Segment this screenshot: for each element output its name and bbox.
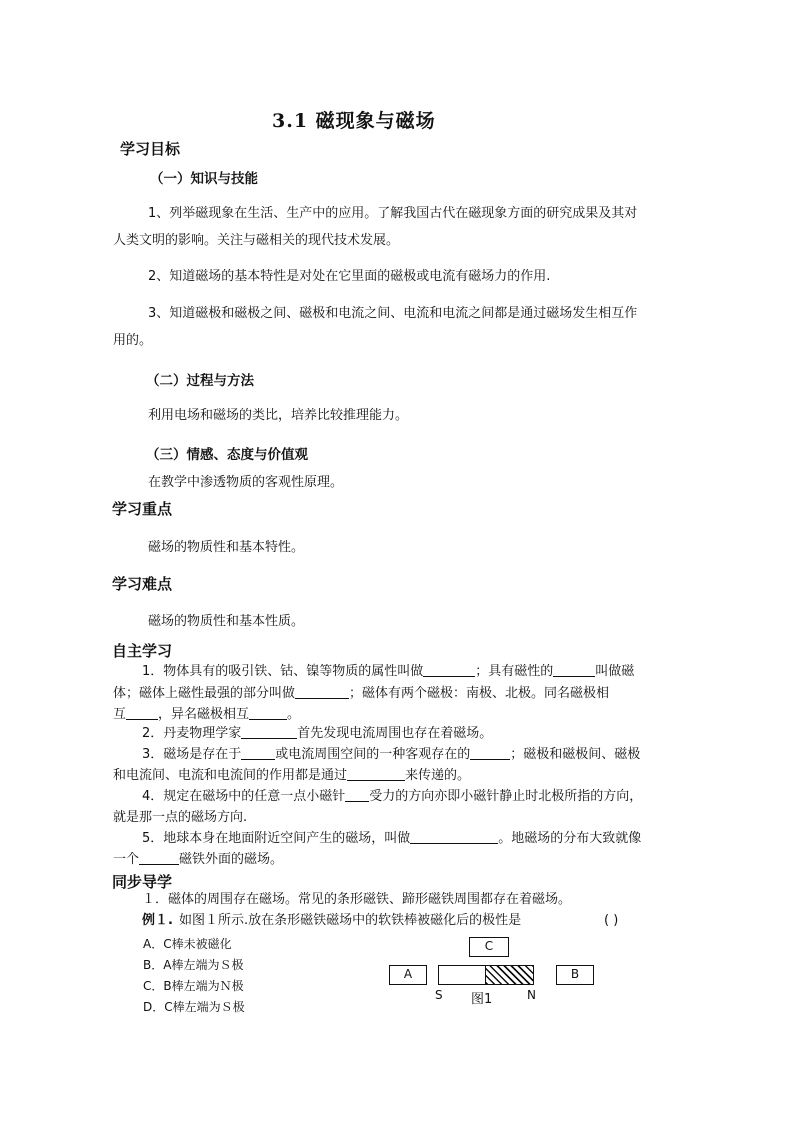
- section-heading-guide: 同步导学: [112, 873, 173, 891]
- difficulties-text: 磁场的物质性和基本性质。: [148, 614, 305, 629]
- answer-blank[interactable]: [241, 745, 275, 760]
- subheading-attitude-values: （三）情感、态度与价值观: [146, 447, 308, 463]
- goal-2: 2、知道磁场的基本特性是对处在它里面的磁极或电流有磁场力的作用.: [148, 269, 551, 284]
- bar-magnet-south-half: [438, 965, 486, 985]
- option-c[interactable]: C．B棒左端为Ｎ极: [143, 979, 244, 993]
- question-3-line-1: 3．磁场是存在于 或电流周围空间的一种客观存在的 ；磁极和磁极间、磁极: [142, 747, 641, 762]
- goal-3-line-2: 用的。: [113, 333, 153, 348]
- answer-blank[interactable]: [139, 850, 179, 865]
- question-1-line-2: 体；磁体上磁性最强的部分叫做 ；磁体有两个磁极：南极、北极。同名磁极相: [113, 686, 610, 701]
- question-5-line-1: 5．地球本身在地面附近空间产生的磁场，叫做 。地磁场的分布大致就像: [142, 831, 642, 846]
- key-points-text: 磁场的物质性和基本特性。: [148, 540, 305, 555]
- rod-a: A: [389, 965, 427, 985]
- question-3-line-2: 和电流间、电流和电流间的作用都是通过 来传递的。: [113, 768, 471, 783]
- page-title: 3.1 磁现象与磁场: [272, 110, 436, 132]
- answer-blank[interactable]: [295, 684, 349, 699]
- question-4-line-1: 4．规定在磁场中的任意一点小磁针 受力的方向亦即小磁针静止时北极所指的方向，: [142, 789, 643, 804]
- option-b[interactable]: B．A棒左端为Ｓ极: [143, 958, 244, 972]
- example-label: 例１.: [142, 913, 173, 928]
- pole-label-s: S: [435, 988, 443, 1002]
- option-a[interactable]: A．C棒未被磁化: [143, 937, 232, 951]
- answer-blank[interactable]: [249, 705, 287, 720]
- rod-c: C: [469, 937, 509, 957]
- answer-blank[interactable]: [345, 787, 369, 802]
- process-method-text: 利用电场和磁场的类比，培养比较推理能力。: [148, 408, 409, 423]
- question-2: 2．丹麦物理学家 首先发现电流周围也存在着磁场。: [142, 726, 493, 741]
- goal-1-line-1: 1、列举磁现象在生活、生产中的应用。了解我国古代在磁现象方面的研究成果及其对: [148, 206, 638, 221]
- pole-label-n: N: [527, 988, 536, 1002]
- section-heading-goals: 学习目标: [120, 140, 181, 158]
- attitude-values-text: 在教学中渗透物质的客观性原理。: [148, 475, 344, 490]
- subheading-process-method: （二）过程与方法: [146, 373, 254, 389]
- option-d[interactable]: D．C棒左端为Ｓ极: [143, 1000, 245, 1014]
- goal-3-line-1: 3、知道磁极和磁极之间、磁极和电流之间、电流和电流之间都是通过磁场发生相互作: [148, 306, 638, 321]
- subheading-knowledge-skills: （一）知识与技能: [150, 171, 258, 187]
- question-5-line-2: 一个 磁铁外面的磁场。: [113, 852, 284, 867]
- bar-magnet-north-half: [485, 965, 534, 985]
- question-1-line-1: 1．物体具有的吸引铁、钴、镍等物质的属性叫做 ；具有磁性的 叫做磁: [142, 664, 635, 679]
- section-heading-self-study: 自主学习: [112, 642, 173, 660]
- answer-blank[interactable]: [126, 705, 158, 720]
- goal-1-line-2: 人类文明的影响。关注与磁相关的现代技术发展。: [113, 233, 400, 248]
- example-1-question: 例１. 如图１所示.放在条形磁铁磁场中的软铁棒被磁化后的极性是: [142, 913, 522, 928]
- section-heading-key-points: 学习重点: [112, 500, 173, 518]
- figure-caption: 图1: [471, 992, 493, 1007]
- answer-bracket[interactable]: ( ): [604, 913, 619, 928]
- answer-blank[interactable]: [470, 745, 510, 760]
- rod-b: B: [556, 965, 594, 985]
- answer-blank[interactable]: [423, 662, 475, 677]
- section-heading-difficulties: 学习难点: [112, 575, 173, 593]
- answer-blank[interactable]: [241, 724, 297, 739]
- question-4-line-2: 就是那一点的磁场方向.: [113, 810, 248, 825]
- answer-blank[interactable]: [410, 829, 498, 844]
- answer-blank[interactable]: [347, 766, 405, 781]
- guide-point-1: １．磁体的周围存在磁场。常见的条形磁铁、蹄形磁铁周围都存在着磁场。: [142, 892, 572, 907]
- answer-blank[interactable]: [553, 662, 595, 677]
- question-1-line-3: 互 ，异名磁极相互 。: [113, 707, 301, 722]
